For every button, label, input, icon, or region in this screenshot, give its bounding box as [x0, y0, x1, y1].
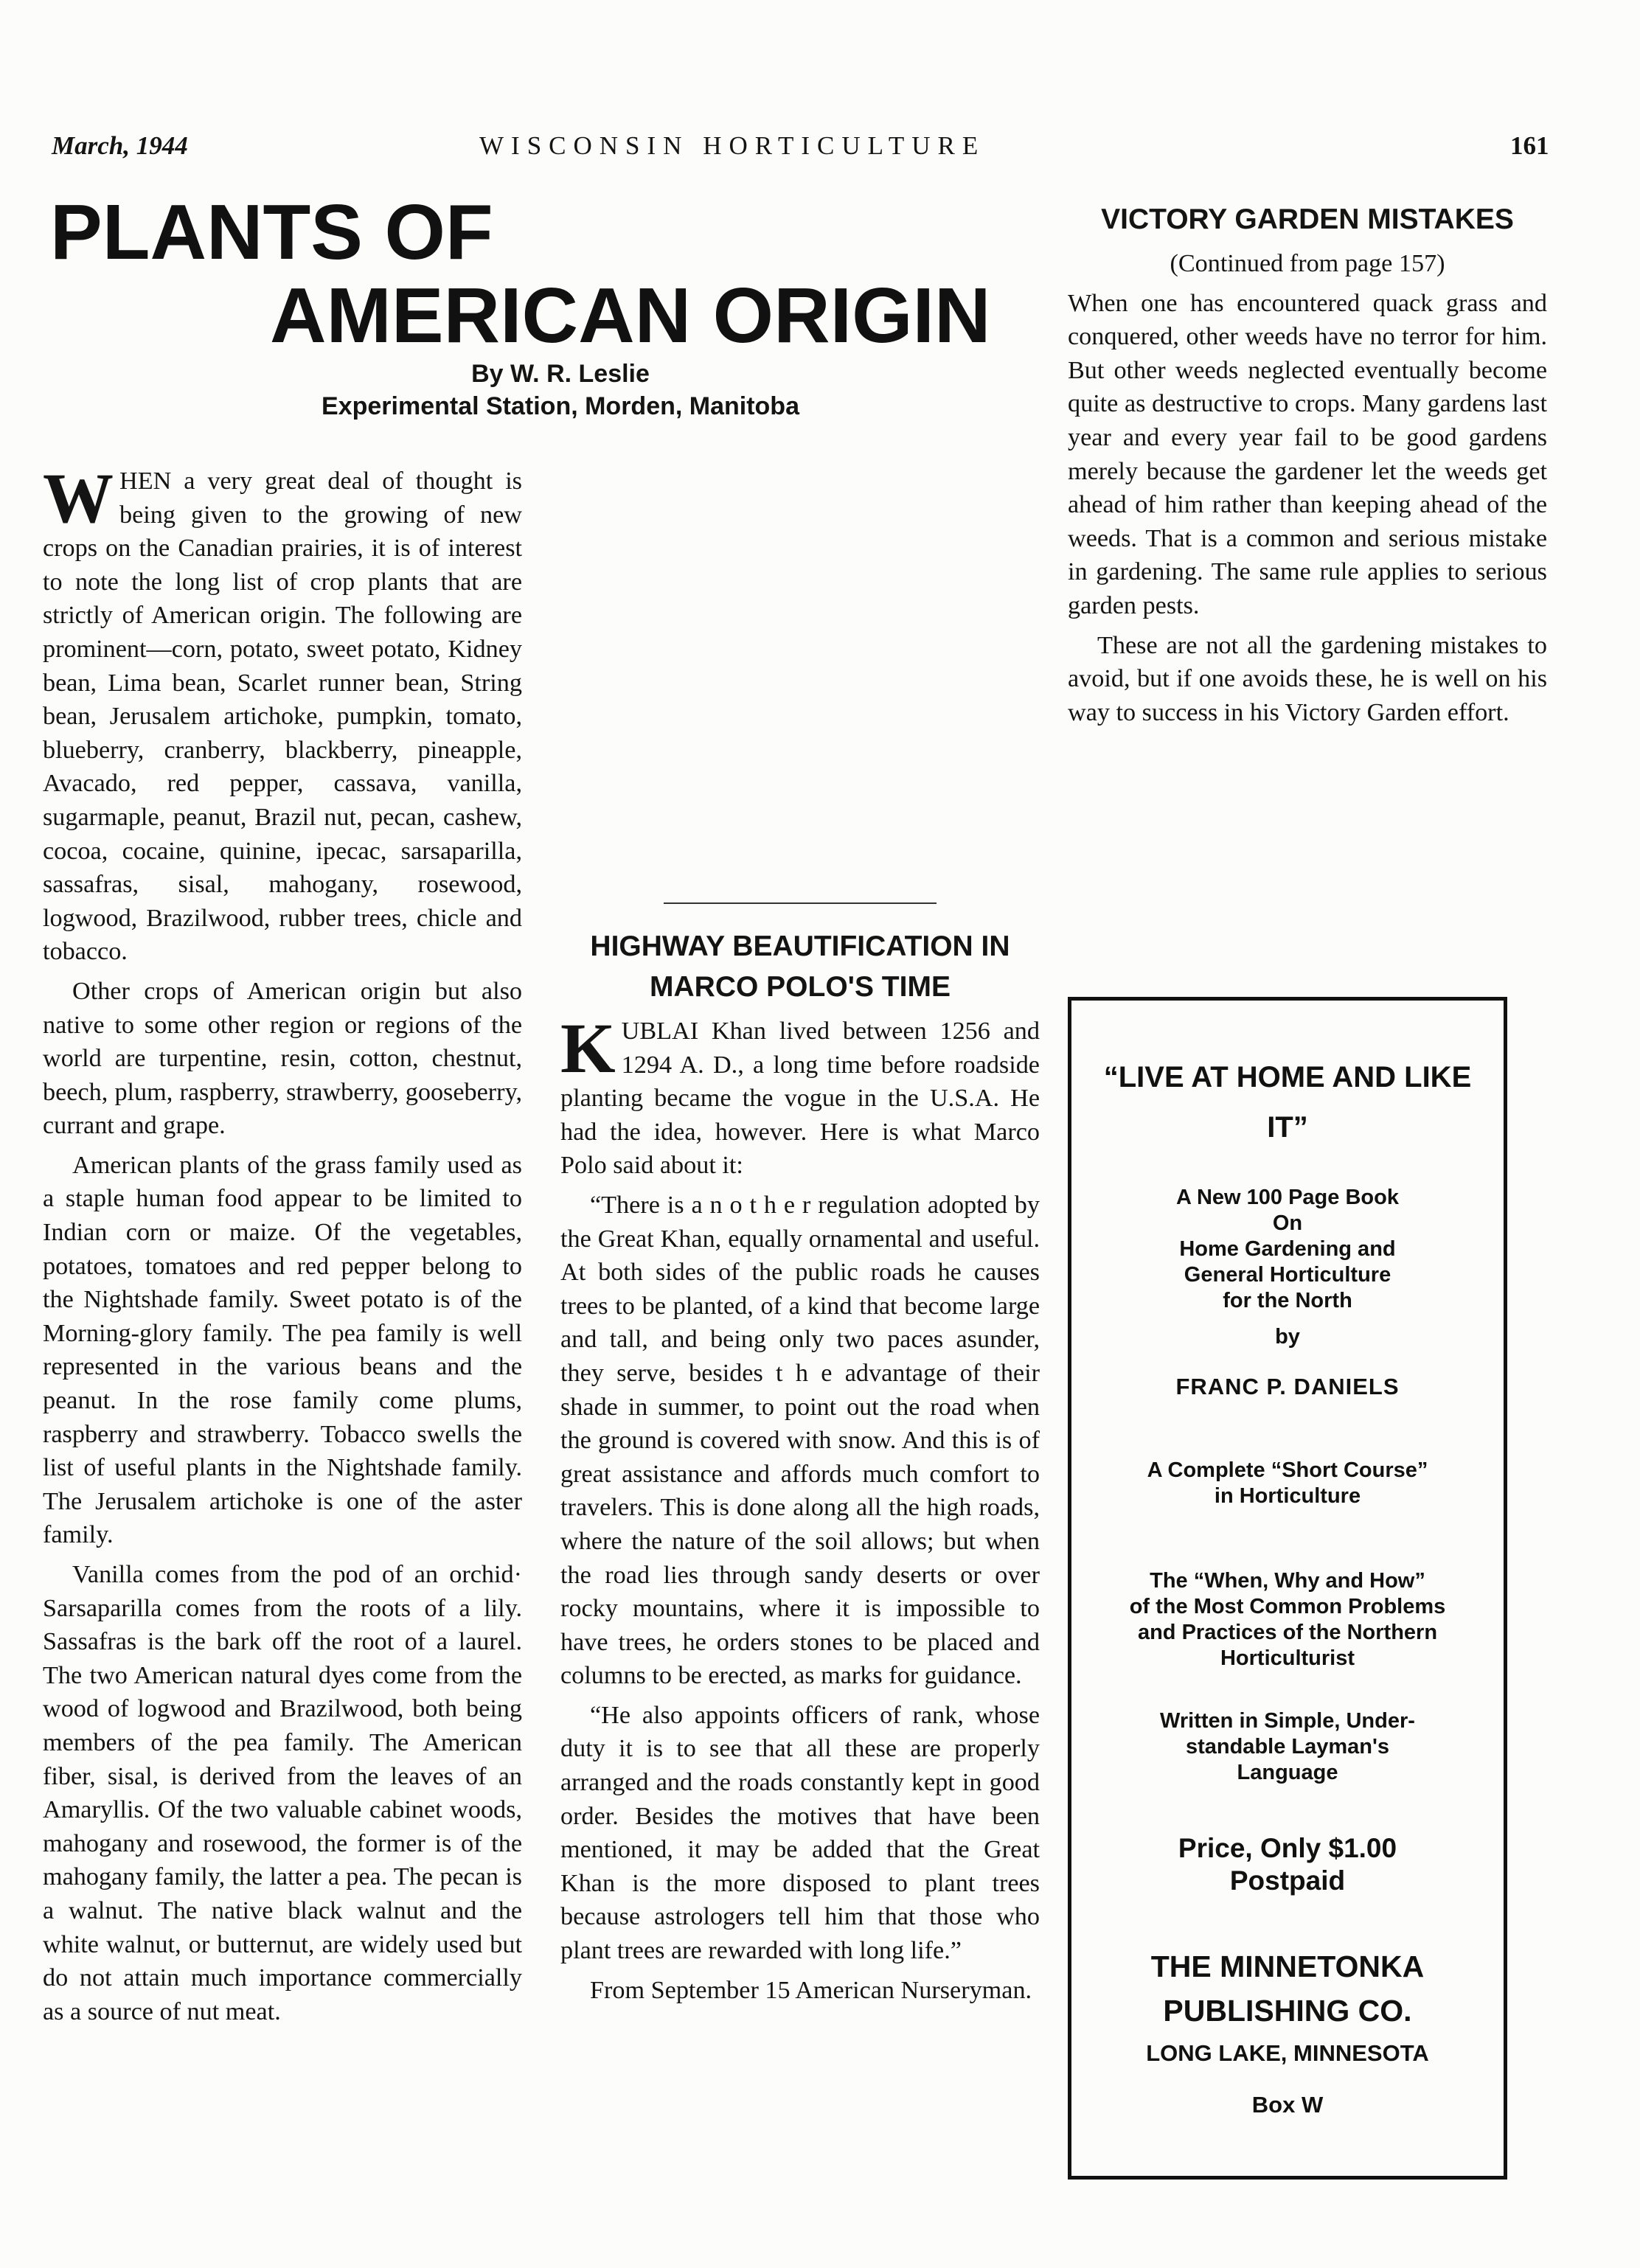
- article-paragraph: WHEN a very great deal of thought is being given to the growing of new crops on the Canadian prairies, it is of interest to note the long list of crop plants that are strictly of American origin. The following are prominent—corn, potato, sweet potato, Kidney bean, Lima bean, Scarlet runner bean, String bean, Jerusalem artichoke, pumpkin, tomato, blueberry, cranberry, blackberry, pineapple, Avacado, red pepper, cassava, vanilla, sugarmaple, peanut, Brazil nut, pecan, cashew, cocoa, cocaine, quinine, ipecac, sarsaparilla, sassafras, sisal, mahogany, rosewood, logwood, Brazilwood, rubber trees, chicle and tobacco.: [43, 459, 522, 966]
- article-paragraph: When one has encountered quack grass and conquered, other weeds have no terror for him. But other weeds neglected eventually become quite as destructive to crops. Many gardens last year and every year fail to be good gardens merely because the gardener let the weeds get ahead of him rather than keeping ahead of the weeds. That is a common and serious mistake in gardening. The same rule applies to serious garden pests.: [1068, 289, 1547, 619]
- victory-article-heading: VICTORY GARDEN MISTAKES: [1101, 204, 1514, 235]
- page-number: 161: [1510, 131, 1549, 160]
- ad-book-description: A New 100 Page Book On Home Gardening and General Horticulture for the North: [1176, 1186, 1399, 1312]
- article-paragraph: KUBLAI Khan lived between 1256 and 1294 A. D., a long time before roadside planting became the vogue in the U.S.A. He had the idea, however. Here is what Marco Polo said about it:: [560, 1009, 1040, 1180]
- author-affiliation: Experimental Station, Morden, Manitoba: [322, 392, 799, 420]
- section-divider: [664, 902, 937, 904]
- ad-publisher: THE MINNETONKA PUBLISHING CO.: [1150, 1949, 1425, 2028]
- column-2: [560, 465, 1040, 2007]
- ad-topics: The “When, Why and How” of the Most Common Problems and Practices of the Northern Horticulturist: [1129, 1569, 1446, 1670]
- ad-box-number: Box W: [1251, 2092, 1324, 2118]
- continued-note: (Continued from page 157): [1170, 250, 1445, 277]
- article-paragraph: These are not all the gardening mistakes to avoid, but if one avoids these, he is well on his way to success in his Victory Garden effort.: [1068, 631, 1547, 726]
- article-paragraph: American plants of the grass family used as a staple human food appear to be limited to Indian corn or maize. Of the vegetables, potatoes, tomatoes and red pepper belong to the Nightshade family. Sweet potato is of the Morning-glory family. The pea family is well represented in the various beans and the peanut. In the rose family come plums, raspberry and strawberry. Tobacco swells the list of useful plants in the Nightshade family. The Jerusalem artichoke is one of the aster family.: [43, 1151, 522, 1549]
- drop-cap: K: [560, 1009, 616, 1088]
- ad-publisher-city: LONG LAKE, MINNESOTA: [1146, 2040, 1429, 2066]
- column-continuation-space: [560, 465, 1040, 898]
- article-paragraph: Vanilla comes from the pod of an orchid· Sarsaparilla comes from the roots of a lily. Sassafras is the bark off the root of a laurel. The two American natural dyes come from the wood of logwood and Brazilwood, both being members of the pea family. The American fiber, sisal, is derived from the leaves of an Amaryllis. Of the two valuable cabinet woods, mahogany and rosewood, the former is of the mahogany family, the latter a pea. The pecan is a walnut. The native black walnut and the white walnut, or butternut, are widely used but do not attain much importance commercially as a source of nut meat.: [43, 1561, 522, 2025]
- article-title-line-1: PLANTS OF: [50, 189, 493, 276]
- ad-headline: “LIVE AT HOME AND LIKE IT”: [1103, 1061, 1472, 1144]
- highway-article-heading: HIGHWAY BEAUTIFICATION IN MARCO POLO'S TIME: [590, 930, 1010, 1003]
- article-title-line-2: AMERICAN ORIGIN: [270, 272, 991, 359]
- ad-price: Price, Only $1.00 Postpaid: [1178, 1833, 1397, 1896]
- article-source: From September 15 American Nurseryman.: [590, 1976, 1032, 2004]
- article-paragraph: “There is a n o t h e r regulation adopted by the Great Khan, equally ornamental and useful. At both sides of the public roads he causes trees to be planted, of a kind that become large and tall, and being only two paces asunder, they serve, besides t h e advantage of their shade in summer, to point out the road when the ground is covered with snow. And this is of great assistance and affords much comfort to travelers. This is done along all the high roads, where the nature of the soil allows; but when the road lies through sandy deserts or over rocky mountains, where it is impossible to have trees, he orders stones to be placed and columns to be erected, as marks for guidance.: [560, 1191, 1040, 1690]
- byline: By W. R. Leslie: [471, 360, 650, 388]
- ad-author: FRANC P. DANIELS: [1175, 1374, 1400, 1399]
- book-advertisement: [1068, 997, 1507, 2180]
- ad-by: by: [1275, 1325, 1300, 1349]
- issue-date: March, 1944: [52, 131, 188, 160]
- ad-course-line: A Complete “Short Course” in Horticulture: [1147, 1458, 1428, 1508]
- article-paragraph: “He also appoints officers of rank, whose duty it is to see that all these are properly arranged and the roads constantly kept in good order. Besides the motives that have been mentioned, it may be added that the Great Khan is the more disposed to plant trees because astrologers tell him that those who plant trees are rewarded with long life.”: [560, 1701, 1040, 1965]
- ad-written-note: Written in Simple, Under- standable Layman's Language: [1160, 1709, 1415, 1784]
- drop-cap: W: [43, 459, 114, 538]
- column-3: [1068, 204, 1547, 729]
- column-1: [43, 459, 522, 2028]
- publication-title: WISCONSIN HORTICULTURE: [479, 131, 986, 160]
- article-paragraph: Other crops of American origin but also native to some other region or regions of the world are turpentine, resin, cotton, chestnut, beech, plum, raspberry, strawberry, gooseberry, currant and grape.: [43, 977, 522, 1140]
